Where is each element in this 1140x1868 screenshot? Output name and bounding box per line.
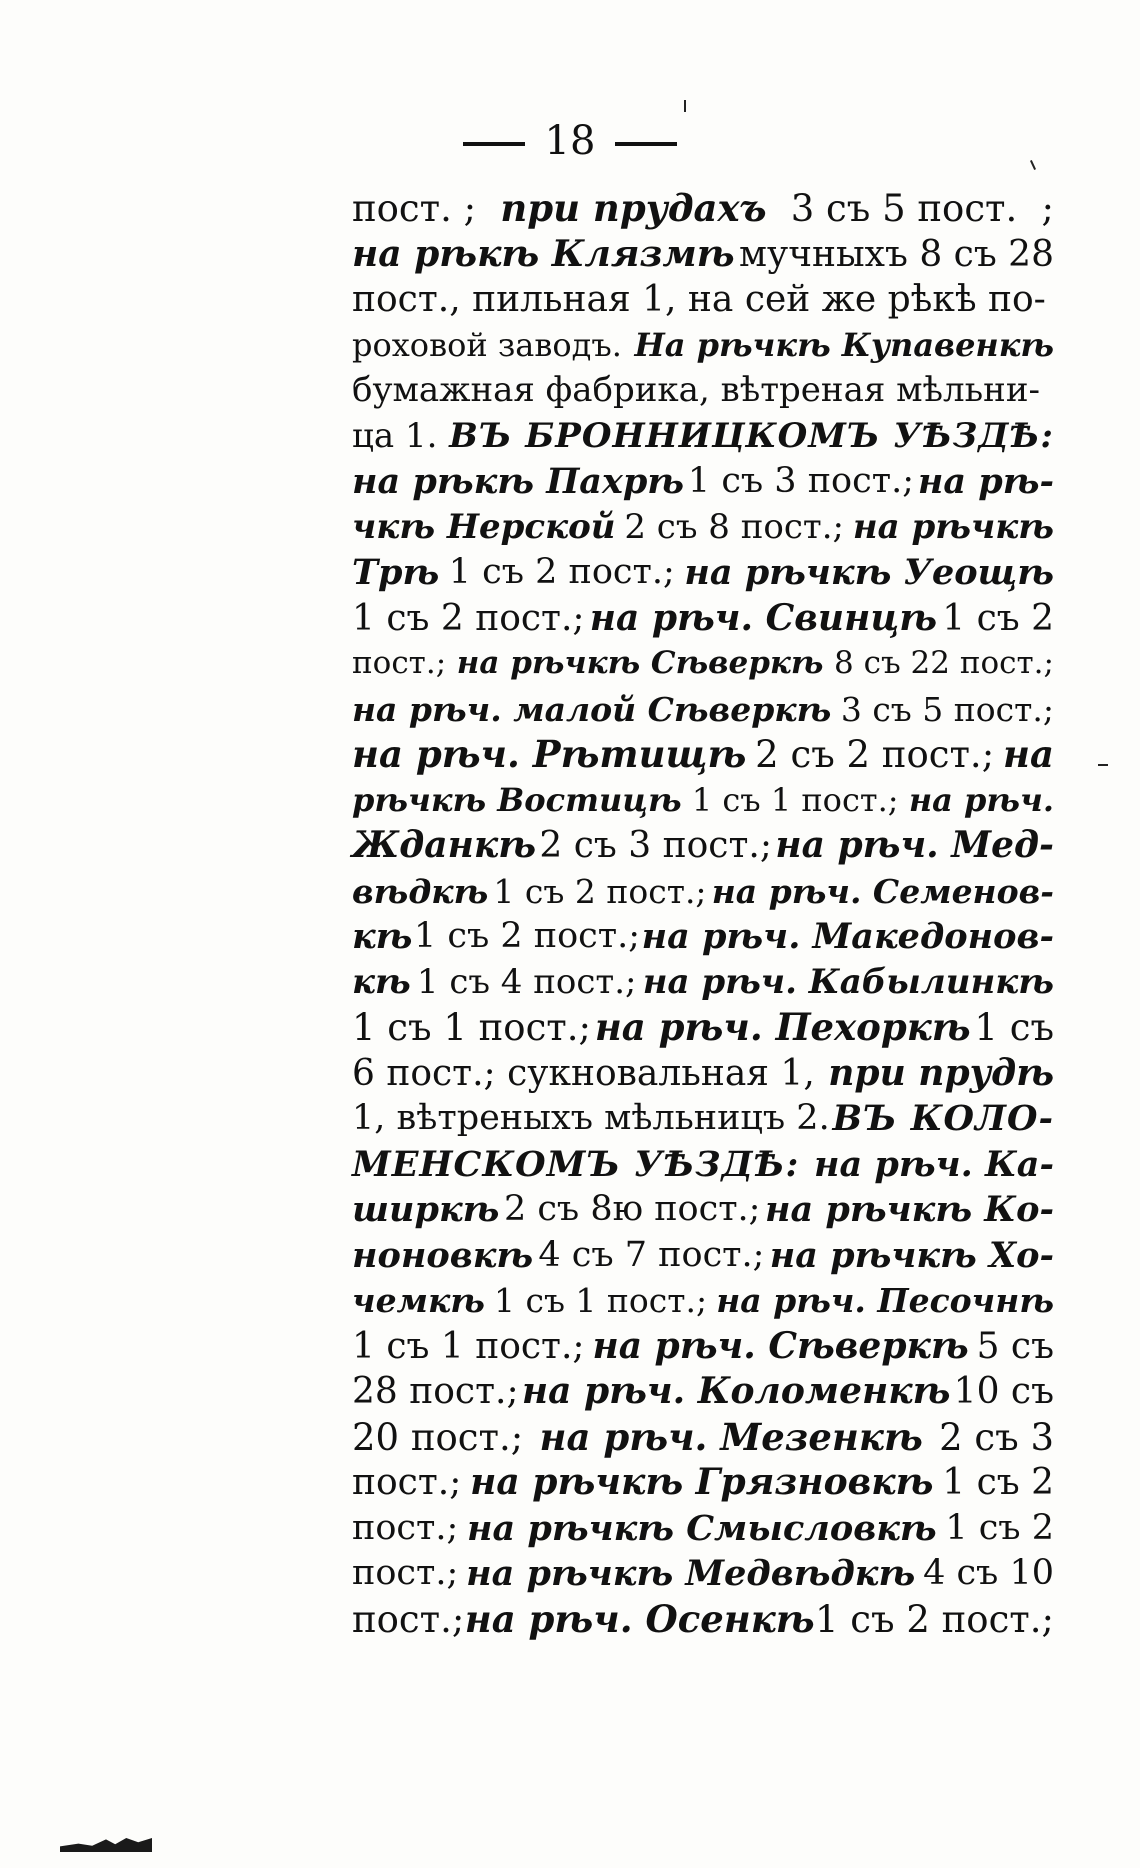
italic-place-name: Трѣ (352, 552, 440, 593)
roman-text: 6 пост.; сукновальная 1, (352, 1052, 815, 1094)
text-line (352, 687, 1054, 733)
roman-text: 1 съ (974, 1006, 1054, 1049)
text-line (352, 550, 1054, 596)
italic-place-name: при прудахъ (500, 186, 767, 230)
text-line (352, 778, 1054, 824)
roman-text: ; (1041, 187, 1054, 230)
italic-place-name: при прудѣ (828, 1051, 1054, 1094)
text-line (352, 960, 1054, 1006)
italic-place-name: на рѣч. Коломенкѣ (521, 1370, 951, 1412)
roman-text: 20 пост.; (352, 1415, 524, 1459)
page-header (0, 118, 1140, 164)
body-text (352, 186, 1054, 1642)
italic-place-name: ноновкѣ (352, 1234, 534, 1276)
italic-place-name: на рѣч. Рѣтищѣ (352, 732, 747, 776)
text-line (352, 1233, 1054, 1279)
italic-place-name: на рѣчкѣ Хо- (769, 1234, 1054, 1276)
text-line (352, 1506, 1054, 1552)
italic-place-name: на рѣч. Пехоркѣ (594, 1005, 971, 1049)
italic-place-name: чкѣ Нерской (352, 506, 616, 547)
roman-text: 1 съ 1 пост.; (352, 1325, 585, 1367)
roman-text: 2 съ 8 пост.; (624, 506, 844, 547)
text-line (352, 1460, 1054, 1506)
page-number: 18 (544, 118, 596, 164)
text-line (352, 1187, 1054, 1233)
text-line (352, 1597, 1054, 1643)
italic-place-name: на рѣч. Мезенкѣ (539, 1414, 923, 1459)
district-heading: ВЪ КОЛО- (832, 1098, 1054, 1139)
text-line (352, 459, 1054, 505)
italic-place-name: на рѣчкѣ Ко- (765, 1189, 1054, 1230)
italic-place-name: на рѣч. (908, 780, 1054, 819)
roman-text: 2 съ 8ю пост.; (503, 1189, 761, 1229)
italic-place-name: на рѣч. Песочнѣ (716, 1281, 1054, 1320)
italic-place-name: рѣчкѣ Востицѣ (352, 780, 682, 819)
italic-place-name: на рѣчкѣ Сѣверкѣ (456, 645, 824, 681)
roman-text: пост., пильная 1, на сей же рѣкѣ по- (352, 279, 1046, 320)
roman-text: 1 съ 2 (942, 597, 1054, 639)
italic-place-name: на рѣч. Сѣверкѣ (592, 1324, 969, 1367)
italic-place-name: Жданкѣ (352, 824, 536, 866)
right-dash (615, 142, 677, 146)
roman-text: 2 съ 3 пост.; (539, 825, 772, 866)
text-line (352, 1369, 1054, 1415)
italic-place-name: на рѣч. Ка- (813, 1143, 1054, 1185)
roman-text: бумажная фабрика, вѣтреная мѣльни- (352, 370, 1040, 410)
roman-text: 1 съ 2 пост.; (815, 1597, 1054, 1641)
roman-text: пост. ; (352, 187, 477, 230)
italic-place-name: чемкѣ (352, 1281, 485, 1320)
district-heading: ВЪ БРОННИЦКОМЪ УѢЗДѢ: (449, 415, 1054, 456)
italic-place-name: кѣ (352, 961, 411, 1002)
roman-text: пост.; (352, 645, 447, 681)
roman-text: 1 съ 2 (942, 1462, 1054, 1503)
italic-place-name: на рѣч. Семенов- (711, 871, 1054, 911)
italic-place-name: на рѣчкѣ Уеощѣ (684, 552, 1054, 593)
italic-place-name: на рѣчкѣ Медвѣдкѣ (466, 1553, 916, 1594)
roman-text: пост.; (352, 1553, 459, 1593)
roman-text: 1 съ 2 пост.; (413, 916, 641, 956)
italic-place-name: на рѣкѣ Клязмѣ (352, 232, 735, 275)
italic-place-name: на рѣч. Свинцѣ (589, 596, 938, 639)
text-line (352, 232, 1054, 278)
roman-text: 1 съ 1 пост.; (493, 1281, 708, 1320)
roman-text: пост.; (352, 1507, 459, 1548)
text-line (352, 869, 1054, 915)
text-line (352, 1096, 1054, 1142)
italic-place-name: на рѣч. Кабылинкѣ (642, 961, 1054, 1002)
italic-place-name: на рѣчкѣ (852, 506, 1054, 547)
italic-place-name: на рѣчкѣ Смысловкѣ (466, 1507, 937, 1549)
roman-text: пост.; (352, 1462, 462, 1503)
left-dash (463, 142, 525, 146)
text-line (352, 368, 1054, 414)
roman-text: 4 съ 7 пост.; (538, 1234, 765, 1275)
italic-place-name: на рѣч. Осенкѣ (464, 1596, 815, 1641)
roman-text: 1 съ 1 пост.; (691, 780, 899, 819)
italic-place-name: на рѣч. Мед- (775, 824, 1054, 866)
roman-text: 1 съ 2 пост.; (448, 552, 675, 592)
roman-text: 1 съ 1 пост.; (352, 1006, 591, 1049)
roman-text: 3 съ 5 пост. (790, 187, 1018, 230)
text-line (352, 277, 1054, 323)
roman-text: 1 съ 3 пост.; (687, 461, 914, 501)
roman-text: мучныхъ 8 съ 28 (739, 233, 1054, 275)
roman-text: 8 съ 22 пост.; (834, 645, 1054, 681)
italic-place-name: на рѣкѣ Пахрѣ (352, 461, 685, 502)
italic-place-name: на рѣчкѣ Грязновкѣ (470, 1461, 934, 1503)
roman-text: 4 съ 10 (923, 1553, 1054, 1593)
italic-place-name: на рѣ- (917, 461, 1054, 502)
text-line (352, 823, 1054, 869)
roman-text: 5 съ (976, 1325, 1054, 1367)
roman-text: 1 съ 2 пост.; (352, 597, 585, 639)
italic-place-name: на рѣч. Македонов- (641, 916, 1054, 957)
italic-place-name: на рѣч. малой Сѣверкѣ (352, 689, 832, 729)
italic-place-name: ширкѣ (352, 1189, 500, 1230)
italic-place-name: вѣдкѣ (352, 871, 489, 911)
text-line (352, 596, 1054, 642)
text-line (352, 1051, 1054, 1097)
text-line (352, 186, 1054, 232)
italic-place-name: на (1003, 732, 1054, 776)
text-line (352, 1005, 1054, 1051)
roman-text: 1, вѣтреныхъ мѣльницъ 2. (352, 1098, 830, 1138)
text-line (352, 1551, 1054, 1597)
text-line (352, 1415, 1054, 1461)
district-heading: МЕНСКОМЪ УѢЗДѢ: (352, 1143, 800, 1185)
roman-text: 3 съ 5 пост.; (840, 689, 1054, 729)
roman-text: роховой заводъ. (352, 325, 622, 364)
scan-speck (684, 100, 686, 112)
text-line (352, 1278, 1054, 1324)
roman-text: 28 пост.; (352, 1371, 519, 1412)
roman-text: ца 1. (352, 415, 438, 456)
text-line (352, 641, 1054, 687)
ink-smudge (60, 1838, 152, 1852)
text-line (352, 732, 1054, 778)
scan-speck (1098, 764, 1108, 766)
roman-text: пост.; (352, 1597, 465, 1641)
italic-place-name: кѣ (352, 916, 413, 957)
text-line (352, 1142, 1054, 1188)
roman-text: 1 съ 2 пост.; (493, 871, 707, 911)
roman-text: 10 съ (953, 1371, 1054, 1412)
text-line (352, 323, 1054, 369)
text-line (352, 1324, 1054, 1370)
text-line (352, 505, 1054, 551)
roman-text: 2 съ 2 пост.; (755, 733, 995, 776)
roman-text: 1 съ 4 пост.; (416, 961, 637, 1002)
text-line (352, 414, 1054, 460)
roman-text: 1 съ 2 (945, 1507, 1054, 1548)
text-line (352, 914, 1054, 960)
italic-place-name: На рѣчкѣ Купавенкѣ (634, 325, 1054, 364)
roman-text: 2 съ 3 (939, 1415, 1054, 1459)
